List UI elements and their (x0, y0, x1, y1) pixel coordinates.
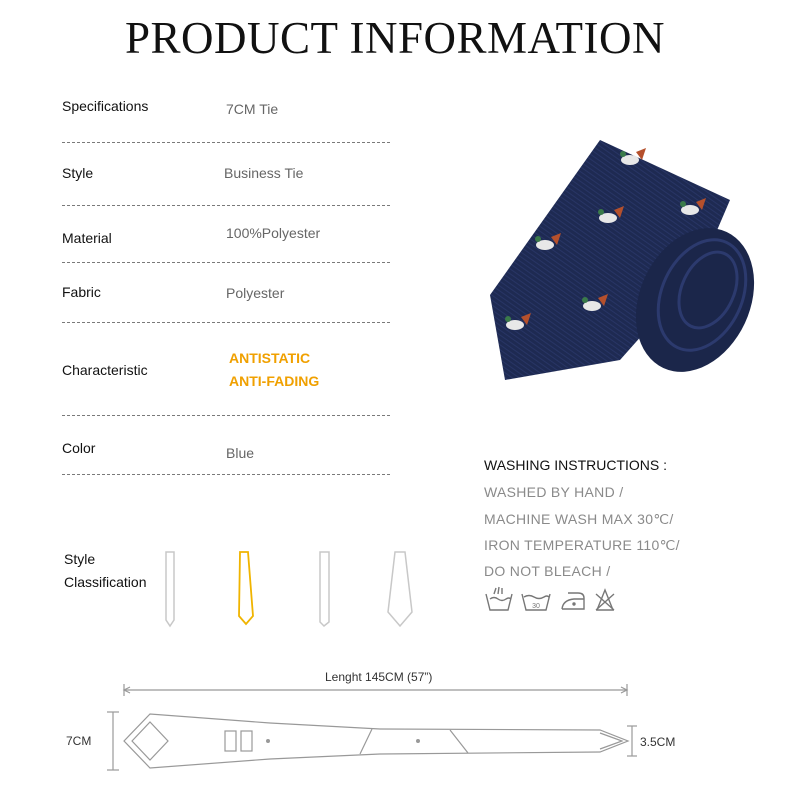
spec-label-fabric: Fabric (62, 284, 101, 300)
no-bleach-icon (596, 590, 614, 610)
skinny-tie-outline-icon (166, 552, 174, 626)
spec-label-style: Style (62, 165, 94, 181)
spec-value-fabric: Polyester (226, 285, 285, 301)
hand-wash-icon (486, 587, 512, 610)
divider (62, 415, 390, 416)
iron-icon (562, 593, 584, 609)
spec-value-antistatic: ANTISTATIC (229, 350, 311, 366)
spec-value-color: Blue (226, 445, 255, 461)
wash-temp-label: 30 (532, 603, 540, 610)
page-title: PRODUCT INFORMATION (125, 13, 665, 63)
divider (62, 262, 390, 263)
wide-end-label: 7CM (66, 734, 92, 748)
divider (62, 142, 390, 143)
washing-instructions-title: WASHING INSTRUCTIONS : (484, 457, 668, 473)
divider (62, 322, 390, 323)
washing-line: MACHINE WASH MAX 30℃/ (484, 511, 674, 527)
spec-label-material: Material (62, 230, 112, 246)
washing-line: IRON TEMPERATURE 110℃/ (484, 537, 680, 553)
spec-value-anti-fading: ANTI-FADING (229, 373, 320, 389)
washing-line: WASHED BY HAND / (484, 484, 624, 500)
tie-product-image (480, 130, 760, 390)
straight-tie-outline-icon (320, 552, 329, 626)
spec-label-characteristic: Characteristic (62, 362, 148, 378)
tie-style-outlines (150, 548, 420, 630)
spec-value-style: Business Tie (224, 165, 304, 181)
tie-dimension-diagram (0, 660, 800, 780)
divider (62, 205, 390, 206)
wide-tie-outline-icon (388, 552, 412, 626)
classic-tie-outline-highlighted-icon (239, 552, 253, 624)
length-label: Lenght 145CM (57”) (325, 670, 433, 684)
narrow-end-label: 3.5CM (640, 735, 676, 749)
spec-label-color: Color (62, 440, 96, 456)
style-classification-line1: Style (64, 551, 96, 567)
style-classification-line2: Classification (64, 574, 147, 590)
style-classification-label (64, 548, 146, 594)
spec-label-specifications: Specifications (62, 98, 149, 114)
spec-value-material: 100%Polyester (226, 225, 321, 241)
divider (62, 474, 390, 475)
spec-value-specifications: 7CM Tie (226, 101, 279, 117)
washing-line: DO NOT BLEACH / (484, 563, 611, 579)
care-symbols (484, 586, 624, 614)
